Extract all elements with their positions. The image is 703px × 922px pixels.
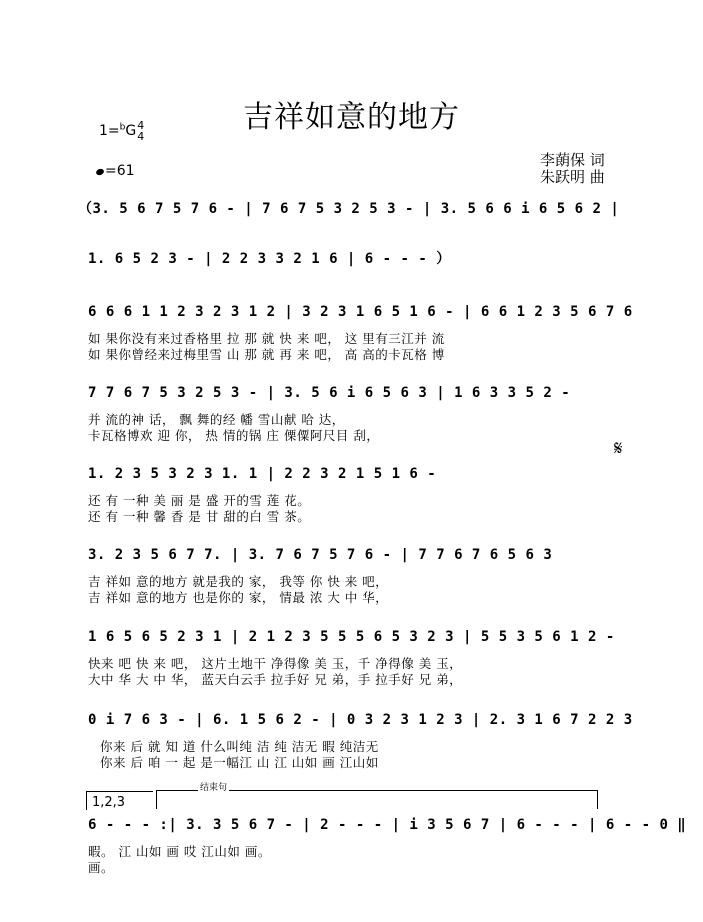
ending-label: 结束句: [198, 780, 229, 793]
quarter-note-icon: [95, 168, 105, 176]
score-row-5-lyric-1: 还 有 一种 美 丽 是 盛 开的雪 莲 花。: [88, 493, 311, 508]
score-row-6-notes: 3. 2 3 5 6 7 7. | 3. 7 6 7 5 7 6 - | 7 7 6 7 6 5 6 3: [88, 547, 553, 563]
score-row-7-lyric-2: 大中 华 大 中 华， 蓝天白云手 拉手好 兄 弟，手 拉手好 兄 弟，: [88, 672, 463, 687]
score-row-7-lyric-1: 快来 吧 快 来 吧， 这片土地干 净得像 美 玉，千 净得像 美 玉，: [88, 656, 463, 671]
score-row-9-lyric-2: 画。: [88, 860, 115, 875]
score-row-4-notes: 7 7 6 7 5 3 2 5 3 - | 3. 5 6 i 6 5 6 3 | 1 6 3 3 5 2 -: [88, 385, 571, 401]
score-row-3-lyric-2: 如 果你曾经来过梅里雪 山 那 就 再 来 吧， 高 高的卡瓦格 博: [88, 347, 445, 362]
credits: [540, 152, 605, 186]
score-row-4-lyric-2: 卡瓦格博欢 迎 你， 热 情的锅 庄 傈僳阿尺目 刮，: [88, 428, 380, 443]
tempo-value: =61: [105, 163, 135, 179]
score-row-9-lyric-1: 暇。 江 山如 画 哎 江山如 画。: [88, 844, 271, 859]
volta-label: 1,2,3: [92, 795, 126, 810]
segno-icon: 𝄋: [614, 436, 623, 460]
score-row-1-notes: （3. 5 6 7 5 7 6 - | 7 6 7 5 3 2 5 3 - | 3. 5 6 6 i 6 5 6 2 |: [78, 201, 620, 217]
time-signature: [137, 120, 144, 142]
key-flat: b: [119, 122, 126, 133]
score-row-8-notes: 0 i 7 6 3 - | 6. 1 5 6 2 - | 0 3 2 3 1 2 3 | 2. 3 1 6 7 2 2 3: [88, 712, 633, 728]
score-row-9-notes: 6 - - - :| 3. 3 5 6 7 - | 2 - - - | i 3 5 6 7 | 6 - - - | 6 - - 0 ‖: [88, 817, 687, 833]
song-title: 吉祥如意的地方: [243, 100, 460, 135]
score-row-6-lyric-2: 吉 祥如 意的地方 也是你的 家， 情最 浓 大 中 华，: [88, 590, 389, 605]
score-row-6-lyric-1: 吉 祥如 意的地方 就是我的 家， 我等 你 快 来 吧，: [88, 574, 389, 589]
score-row-4-lyric-1: 并 流的神 话， 飘 舞的经 幡 雪山献 哈 达，: [88, 412, 345, 427]
score-row-8-lyric-2: 你来 后 咱 一 起 是一幅江 山 江 山如 画 江山如: [100, 755, 379, 770]
lyricist-credit: 李蓢保 词: [540, 151, 605, 169]
score-row-3-lyric-1: 如 果你没有来过香格里 拉 那 就 快 来 吧， 这 里有三江并 流: [88, 331, 445, 346]
score-row-8-lyric-1: 你来 后 就 知 道 什么叫纯 洁 纯 洁无 暇 纯洁无: [100, 739, 379, 754]
composer-credit: 朱跃明 曲: [540, 168, 605, 186]
score-row-7-notes: 1 6 5 6 5 2 3 1 | 2 1 2 3 5 5 5 6 5 3 2 3 | 5 5 3 5 6 1 2 -: [88, 629, 615, 645]
key-note: G: [125, 123, 137, 139]
key-signature: [99, 120, 144, 142]
time-num: 4: [137, 119, 145, 132]
score-row-5-lyric-2: 还 有 一种 馨 香 是 甘 甜的白 雪 茶。: [88, 509, 311, 524]
score-row-3-notes: 6 6 6 1 1 2 3 2 3 1 2 | 3 2 3 1 6 5 1 6 - | 6 6 1 2 3 5 6 7 6: [88, 304, 633, 320]
score-row-5-notes: 1. 2 3 5 3 2 3 1. 1 | 2 2 3 2 1 5 1 6 -: [88, 466, 437, 482]
score-row-2-notes: 1. 6 5 2 3 - | 2 2 3 3 2 1 6 | 6 - - - ）: [88, 251, 451, 267]
key-prefix: 1=: [99, 123, 120, 139]
time-den: 4: [137, 130, 145, 143]
tempo-marking: [96, 163, 135, 179]
